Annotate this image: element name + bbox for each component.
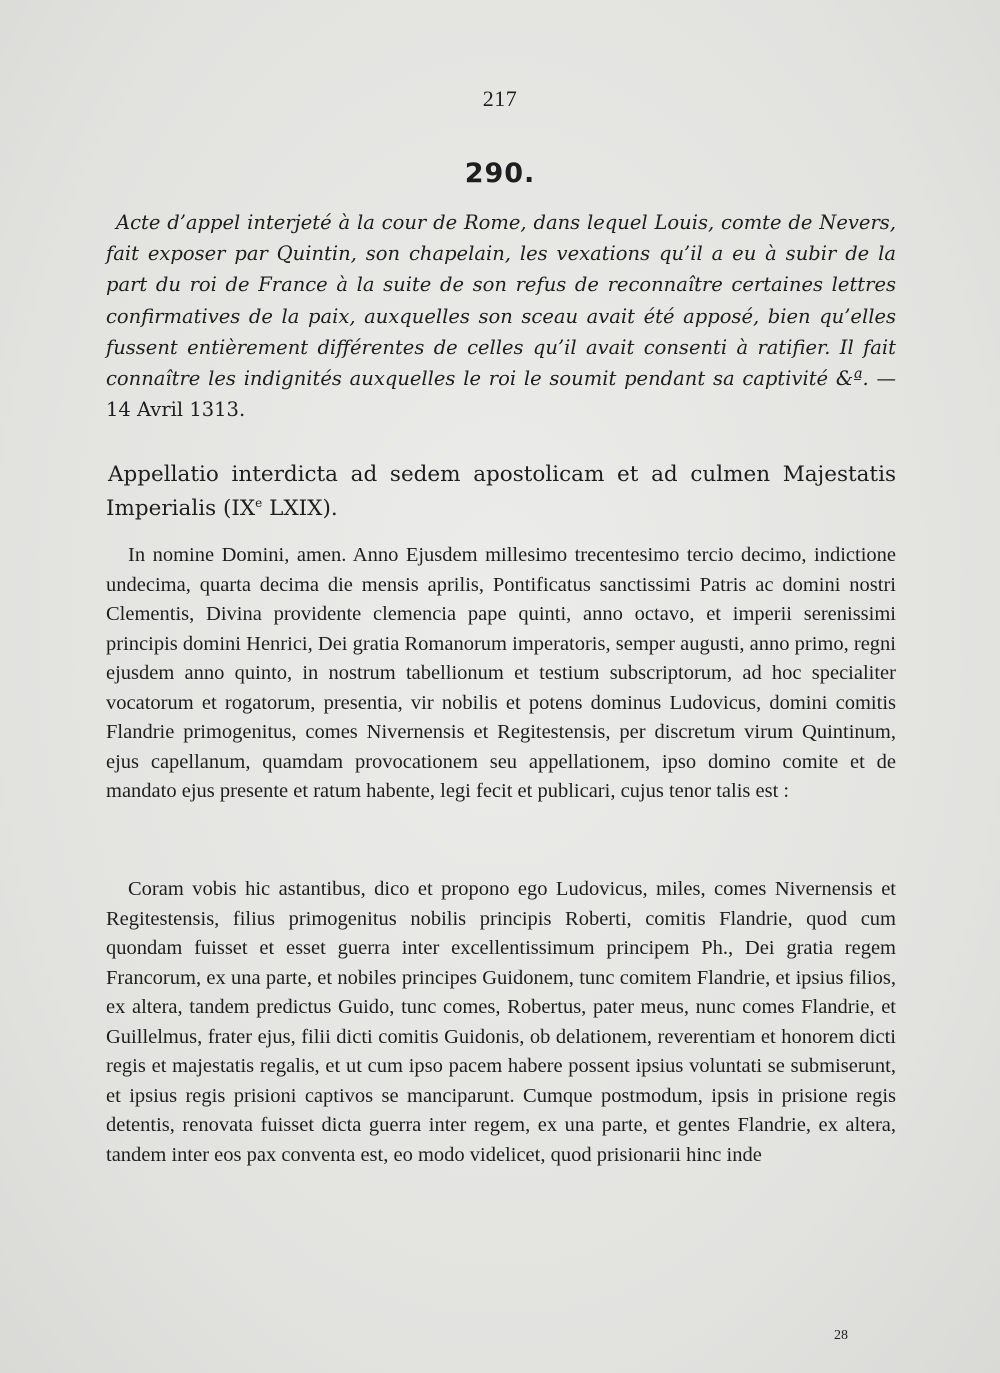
latin-title [106,458,896,526]
signature-mark: 28 [834,1328,848,1343]
body-paragraph: Coram vobis hic astantibus, dico et propono ego Ludovicus, miles, comes Nivernensis et Regitestensis, filius primogenitus nobilis principis Roberti, comitis Flandrie, quod cum quondam fuisset et esset guerra inter excellentissimum principem Ph., Dei gratia regem Francorum, ex una parte, et nobiles principes Guidonem, tunc comitem Flandrie, et ipsius filios, ex altera, tandem predictus Guido, tunc comes, Robertus, pater meus, nunc comes Flandrie, et Guillelmus, frater ejus, filii dicti comitis Guidonis, ob delationem, reverentiam et honorem dicti regis et majestatis regalis, et ut cum ipso pacem habere possent ipsius voluntati se submiserunt, et ipsius regis prisioni captivos se manciparunt. Cumque postmodum, ipsis in prisione regis detentis, renovata fuisset dicta guerra inter regem, ex una parte, et gentes Flandrie, ex altera, tandem inter eos pax conventa est, eo modo videlicet, quod prisionarii hinc inde [106,878,896,1166]
summary-date: — 14 Avril 1313. [106,367,896,422]
summary-text: Acte d’appel interjeté à la cour de Rome, dans lequel Louis, comte de Nevers, fait exposer par Quintin, son chapelain, les vexations qu’il a eu à subir de la part du roi de France à la suite de son refus de reconnaître certaines lettres confirmatives de la paix, auxquelles son sceau avait été apposé, bien qu’elles fussent entièrement différentes de celles qu’il avait consenti à ratifier. Il fait connaître les indignités auxquelles le roi le soumit pendant sa captivité &ª. [106,211,896,391]
french-summary [106,207,896,425]
latin-title-text: Appellatio interdicta ad sedem apostolicam et ad culmen Majestatis Imperialis (IX [106,462,896,521]
latin-title-after: LXIX). [262,496,338,521]
page-number: 217 [482,86,518,111]
latin-title-superscript: e [255,495,263,510]
document-number: 290. [464,158,536,189]
body-paragraph: In nomine Domini, amen. Anno Ejusdem millesimo trecentesimo tercio decimo, indictione undecima, quarta decima die mensis aprilis, Pontificatus sanctissimi Patris ac domini nostri Clementis, Divina providente clemencia pape quinti, anno octavo, et imperii serenissimi principis domini Henrici, Dei gratia Romanorum imperatoris, semper augusti, anno primo, regni ejusdem anno quinto, in nostrum tabellionum et testium subscriptorum, ad hoc specialiter vocatorum et rogatorum, presentia, vir nobilis et potens dominus Ludovicus, domini comitis Flandrie primogenitus, comes Nivernensis et Regitestensis, per discretum virum Quintinum, ejus capellanum, quamdam provocationem seu appellationem, ipso domino comite et de mandato ejus presente et ratum habente, legi fecit et publicari, cujus tenor talis est : [106,544,896,802]
